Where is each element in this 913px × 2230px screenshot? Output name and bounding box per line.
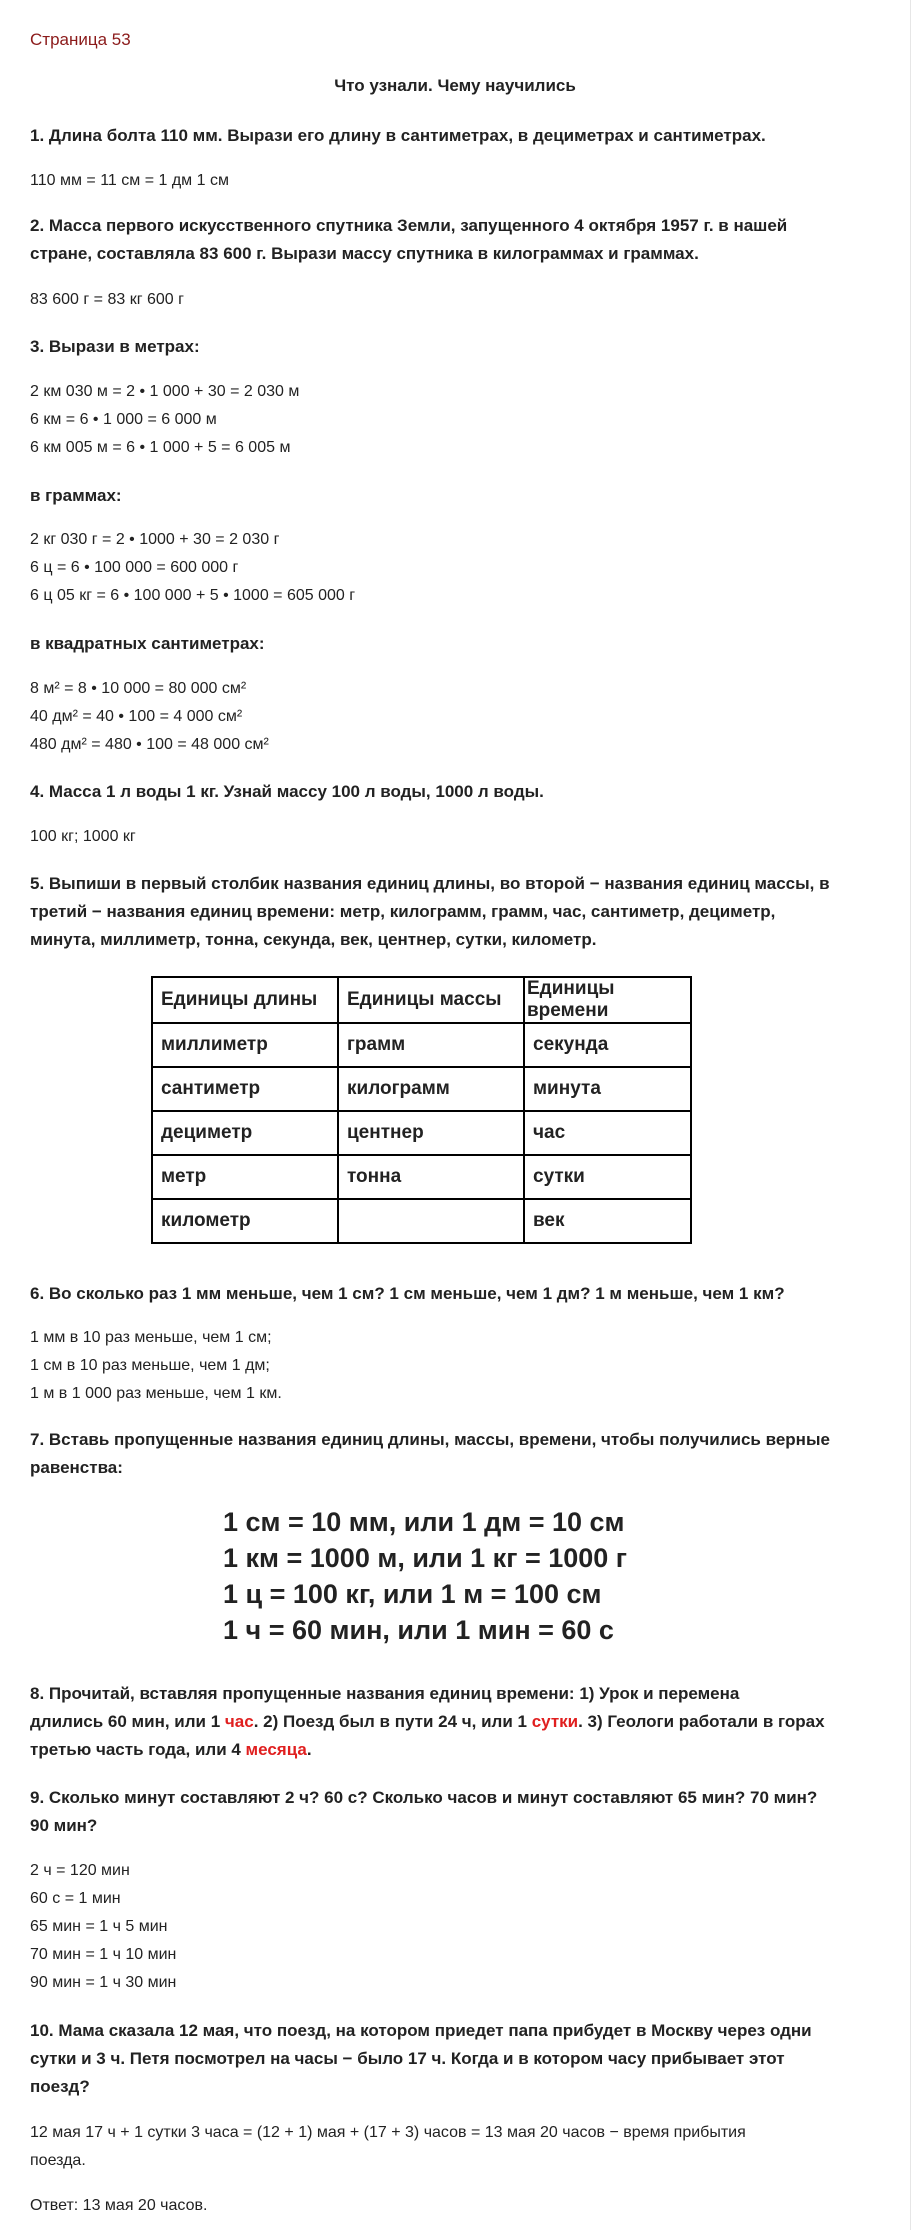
question-9 [30, 1784, 885, 1840]
answer-4: 100 кг; 1000 кг [30, 828, 136, 845]
question-8-line-1: 8. Прочитай, вставляя пропущенные названия единиц времени: 1) Урок и перемена [30, 1684, 740, 1703]
text: . 2) Поезд был в пути 24 ч, или 1 [253, 1712, 532, 1731]
equation: 1 см = 10 мм, или 1 дм = 10 см [223, 1507, 625, 1537]
table-header-cell: Единицы длины [152, 977, 338, 1023]
question-5-line-1: 5. Выпиши в первый столбик названия единиц длины, во второй − названия единиц массы, в [30, 874, 830, 893]
question-8 [30, 1680, 885, 1764]
answer-line: 6 км 005 м = 6 • 1 000 + 5 = 6 005 м [30, 439, 291, 456]
question-10-line-2: сутки и 3 ч. Петя посмотрел на часы − было 17 ч. Когда и в котором часу прибывает этот [30, 2049, 785, 2068]
solution-10 [30, 2119, 746, 2175]
question-10-line-3: поезд? [30, 2077, 90, 2096]
right-border-line [910, 0, 911, 2230]
page-label: Страница 53 [30, 30, 131, 49]
table-cell: грамм [338, 1023, 524, 1067]
answer-2: 83 600 г = 83 кг 600 г [30, 291, 184, 308]
table-cell: центнер [338, 1111, 524, 1155]
question-7 [30, 1426, 885, 1482]
answer-line: 6 ц 05 кг = 6 • 100 000 + 5 • 1000 = 605 000 г [30, 587, 356, 604]
answer-line: 1 см в 10 раз меньше, чем 1 дм; [30, 1357, 270, 1374]
answer-line: 6 ц = 6 • 100 000 = 600 000 г [30, 559, 239, 576]
equation: 1 км = 1000 м, или 1 кг = 1000 г [223, 1543, 628, 1573]
answer-6 [30, 1324, 282, 1408]
table-header-cell: Единицы массы [338, 977, 524, 1023]
answer-10: Ответ: 13 мая 20 часов. [30, 2197, 208, 2214]
table-header-cell: Единицы времени [524, 977, 691, 1023]
question-2 [30, 212, 885, 268]
filled-word-day: сутки [531, 1712, 579, 1731]
question-7-line-2: равенства: [30, 1458, 123, 1477]
table-cell: дециметр [152, 1111, 338, 1155]
question-5 [30, 870, 885, 954]
question-3: 3. Вырази в метрах: [30, 337, 200, 356]
table-row [152, 1067, 691, 1111]
answer-3-sqcm [30, 675, 269, 759]
question-2-line-1: 2. Масса первого искусственного спутника Земли, запущенного 4 октября 1957 г. в нашей [30, 216, 788, 235]
filled-word-hour: час [224, 1712, 254, 1731]
answer-3-meters [30, 378, 299, 462]
text: . [306, 1740, 312, 1759]
table-cell: секунда [524, 1023, 691, 1067]
question-9-line-2: 90 мин? [30, 1816, 98, 1835]
page-title: Что узнали. Чему научились [334, 76, 576, 95]
answer-line: 8 м² = 8 • 10 000 = 80 000 см² [30, 680, 247, 697]
question-4: 4. Масса 1 л воды 1 кг. Узнай массу 100 л воды, 1000 л воды. [30, 782, 544, 801]
question-8-line-2 [30, 1708, 885, 1736]
answer-3-grams [30, 526, 355, 610]
table-row [152, 1155, 691, 1199]
table-cell: час [524, 1111, 691, 1155]
answer-line: 60 с = 1 мин [30, 1890, 121, 1907]
answer-1: 110 мм = 11 см = 1 дм 1 см [30, 172, 229, 189]
answer-line: 2 кг 030 г = 2 • 1000 + 30 = 2 030 г [30, 531, 280, 548]
question-6: 6. Во сколько раз 1 мм меньше, чем 1 см? 1 см меньше, чем 1 дм? 1 м меньше, чем 1 км? [30, 1284, 785, 1303]
table-header-row [152, 977, 691, 1023]
answer-line: 2 км 030 м = 2 • 1 000 + 30 = 2 030 м [30, 383, 300, 400]
question-2-line-2: стране, составляла 83 600 г. Вырази массу спутника в килограммах и граммах. [30, 244, 699, 263]
filled-word-month: месяца [245, 1740, 307, 1759]
answer-line: 65 мин = 1 ч 5 мин [30, 1918, 168, 1935]
table-cell: килограмм [338, 1067, 524, 1111]
question-3-grams-label: в граммах: [30, 486, 122, 505]
table-cell: метр [152, 1155, 338, 1199]
answer-line: 6 км = 6 • 1 000 = 6 000 м [30, 411, 217, 428]
table-cell: тонна [338, 1155, 524, 1199]
table-cell: километр [152, 1199, 338, 1243]
question-3-sqcm-label: в квадратных сантиметрах: [30, 634, 265, 653]
answer-line: 480 дм² = 480 • 100 = 48 000 см² [30, 736, 269, 753]
question-10 [30, 2017, 885, 2101]
question-5-line-2: третий − названия единиц времени: метр, килограмм, грамм, час, сантиметр, дециметр, [30, 902, 776, 921]
question-7-line-1: 7. Вставь пропущенные названия единиц длины, массы, времени, чтобы получились верные [30, 1430, 830, 1449]
question-9-line-1: 9. Сколько минут составляют 2 ч? 60 с? Сколько часов и минут составляют 65 мин? 70 мин? [30, 1788, 818, 1807]
table-cell: миллиметр [152, 1023, 338, 1067]
question-1: 1. Длина болта 110 мм. Вырази его длину в сантиметрах, в дециметрах и сантиметрах. [30, 126, 766, 145]
answer-line: 1 м в 1 000 раз меньше, чем 1 км. [30, 1385, 282, 1402]
units-table [151, 976, 692, 1244]
equation: 1 ц = 100 кг, или 1 м = 100 см [223, 1579, 602, 1609]
answer-line: 90 мин = 1 ч 30 мин [30, 1974, 177, 1991]
question-8-line-3 [30, 1736, 885, 1764]
text: третью часть года, или 4 [30, 1740, 246, 1759]
answer-line: 1 мм в 10 раз меньше, чем 1 см; [30, 1329, 272, 1346]
text: . 3) Геологи работали в горах [578, 1712, 825, 1731]
question-10-line-1: 10. Мама сказала 12 мая, что поезд, на котором приедет папа прибудет в Москву через одни [30, 2021, 812, 2040]
table-cell: век [524, 1199, 691, 1243]
equations-block [223, 1504, 627, 1648]
answer-line: 40 дм² = 40 • 100 = 4 000 см² [30, 708, 243, 725]
text: длились 60 мин, или 1 [30, 1712, 225, 1731]
table-cell: сантиметр [152, 1067, 338, 1111]
answer-line: 70 мин = 1 ч 10 мин [30, 1946, 177, 1963]
answer-line: 2 ч = 120 мин [30, 1862, 130, 1879]
equation: 1 ч = 60 мин, или 1 мин = 60 с [223, 1615, 614, 1645]
answer-9 [30, 1857, 176, 1997]
table-row [152, 1199, 691, 1243]
answer-line: поезда. [30, 2152, 86, 2169]
table-row [152, 1023, 691, 1067]
table-cell: минута [524, 1067, 691, 1111]
table-row [152, 1111, 691, 1155]
question-5-line-3: минута, миллиметр, тонна, секунда, век, центнер, сутки, километр. [30, 930, 597, 949]
table-cell: сутки [524, 1155, 691, 1199]
table-cell [338, 1199, 524, 1243]
answer-line: 12 мая 17 ч + 1 сутки 3 часа = (12 + 1) мая + (17 + 3) часов = 13 мая 20 часов − время прибытия [30, 2124, 746, 2141]
